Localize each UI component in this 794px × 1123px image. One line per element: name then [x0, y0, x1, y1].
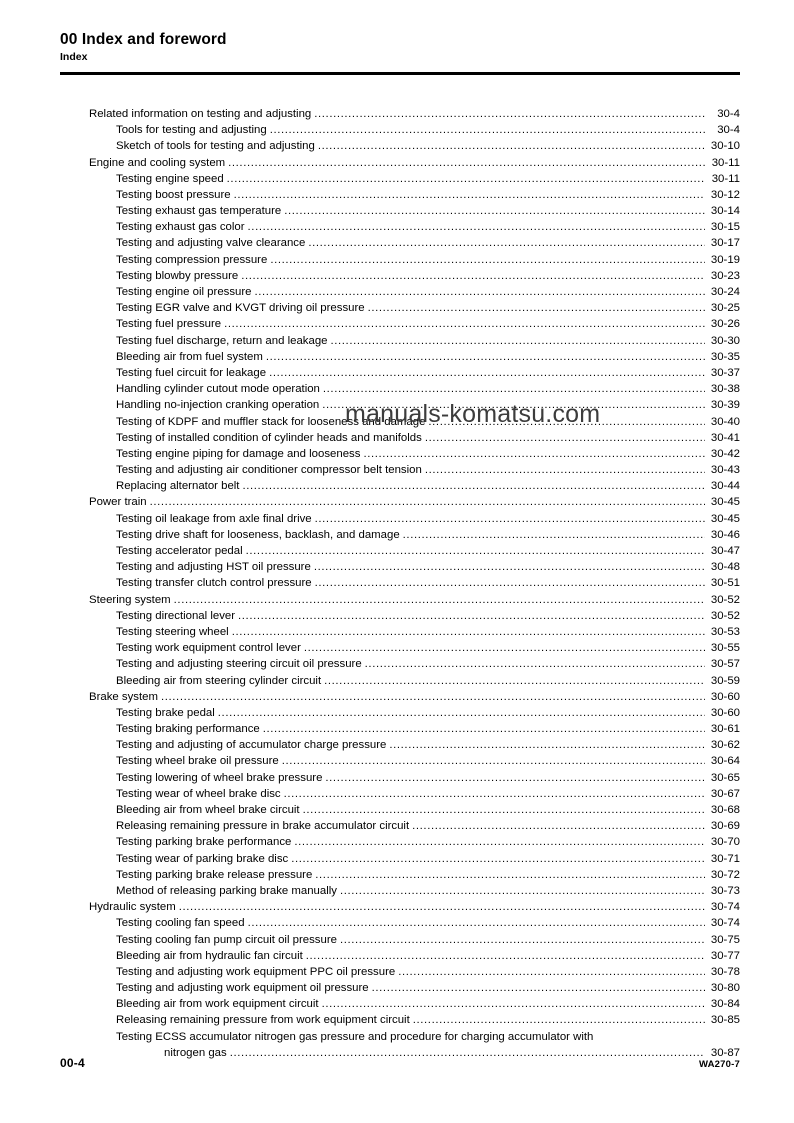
toc-entry-page: 30-17 [710, 237, 740, 250]
toc-entry-page: 30-77 [710, 949, 740, 962]
toc-entry-label: Engine and cooling system [89, 156, 226, 169]
toc-entry[interactable] [60, 543, 740, 559]
toc-leader-dots [314, 559, 705, 575]
page-subtitle: Index [60, 51, 88, 63]
toc-entry[interactable] [60, 268, 740, 284]
toc-entry-label: Bleeding air from fuel system [116, 350, 263, 363]
toc-entry-label: Testing parking brake release pressure [116, 868, 313, 881]
toc-entry-label: nitrogen gas [164, 1046, 227, 1059]
toc-entry[interactable] [60, 155, 740, 171]
toc-entry-label: Hydraulic system [89, 901, 176, 914]
toc-entry-page: 30-15 [710, 221, 740, 234]
toc-entry[interactable] [60, 381, 740, 397]
toc-leader-dots [255, 284, 705, 300]
toc-entry[interactable] [60, 236, 740, 252]
toc-entry-label: Bleeding air from hydraulic fan circuit [116, 949, 303, 962]
toc-entry[interactable] [60, 414, 740, 430]
toc-entry-page: 30-26 [710, 318, 740, 331]
toc-entry-page: 30-43 [710, 464, 740, 477]
toc-entry[interactable] [60, 899, 740, 915]
toc-leader-dots [308, 236, 705, 252]
toc-leader-dots [291, 851, 705, 867]
toc-leader-dots [270, 252, 705, 268]
toc-entry[interactable] [60, 883, 740, 899]
toc-entry[interactable] [60, 171, 740, 187]
toc-entry-label: Tools for testing and adjusting [116, 124, 267, 137]
toc-entry[interactable] [60, 252, 740, 268]
toc-entry[interactable] [60, 187, 740, 203]
toc-entry-page: 30-70 [710, 836, 740, 849]
toc-leader-dots [234, 187, 705, 203]
toc-leader-dots [322, 996, 705, 1012]
toc-leader-dots [318, 138, 705, 154]
toc-entry[interactable] [60, 689, 740, 705]
toc-entry-label: Testing and adjusting air conditioner compressor belt tension [116, 464, 422, 477]
toc-entry-label: Testing blowby pressure [116, 269, 239, 282]
toc-entry-page: 30-84 [710, 998, 740, 1011]
toc-leader-dots [412, 818, 705, 834]
toc-entry-label: Power train [89, 496, 147, 509]
toc-entry-label: Releasing remaining pressure in brake accumulator circuit [116, 820, 410, 833]
toc-leader-dots [413, 1013, 705, 1029]
toc-entry[interactable] [60, 527, 740, 543]
toc-entry[interactable] [60, 1029, 740, 1045]
toc-entry-label: Testing brake pedal [116, 706, 215, 719]
toc-entry[interactable] [60, 818, 740, 834]
toc-entry[interactable] [60, 446, 740, 462]
toc-leader-dots [241, 268, 705, 284]
toc-entry-page: 30-80 [710, 982, 740, 995]
toc-entry-page: 30-74 [710, 901, 740, 914]
toc-entry-page: 30-14 [710, 205, 740, 218]
toc-entry[interactable] [60, 575, 740, 591]
toc-entry-page: 30-55 [710, 642, 740, 655]
toc-entry-page: 30-68 [710, 804, 740, 817]
toc-entry-label: Testing EGR valve and KVGT driving oil pressure [116, 302, 365, 315]
toc-leader-dots [314, 106, 705, 122]
toc-entry[interactable] [60, 770, 740, 786]
toc-entry[interactable] [60, 333, 740, 349]
toc-entry[interactable] [60, 106, 740, 122]
toc-entry[interactable] [60, 673, 740, 689]
toc-entry-page: 30-19 [710, 253, 740, 266]
header-divider [60, 72, 740, 75]
toc-entry-page: 30-44 [710, 480, 740, 493]
toc-entry[interactable] [60, 592, 740, 608]
toc-entry-label: Testing ECSS accumulator nitrogen gas pressure and procedure for charging accumulator with [116, 1030, 594, 1043]
toc-entry[interactable] [60, 754, 740, 770]
toc-entry-label: Testing of installed condition of cylinder heads and manifolds [116, 431, 422, 444]
toc-entry-page: 30-75 [710, 933, 740, 946]
toc-entry[interactable] [60, 316, 740, 332]
toc-entry-page: 30-11 [711, 156, 740, 169]
toc-leader-dots [306, 948, 705, 964]
toc-leader-dots [284, 203, 705, 219]
toc-entry-label: Testing transfer clutch control pressure [116, 577, 312, 590]
toc-entry-page: 30-87 [710, 1046, 740, 1059]
toc-entry-label: Sketch of tools for testing and adjusting [116, 140, 315, 153]
toc-entry-page: 30-12 [710, 188, 740, 201]
toc-leader-dots [179, 899, 705, 915]
toc-entry-label: Testing boost pressure [116, 188, 231, 201]
toc-entry[interactable] [60, 219, 740, 235]
toc-entry[interactable] [60, 284, 740, 300]
toc-leader-dots [596, 1029, 739, 1045]
toc-leader-dots [218, 705, 705, 721]
toc-entry-label: Testing engine speed [116, 172, 224, 185]
toc-entry[interactable] [60, 397, 740, 413]
toc-leader-dots [263, 721, 705, 737]
toc-entry-label: Testing and adjusting work equipment oil pressure [116, 982, 369, 995]
toc-leader-dots [246, 543, 705, 559]
toc-entry-label: Related information on testing and adjusting [89, 107, 312, 120]
toc-entry[interactable] [60, 996, 740, 1012]
toc-entry-label: Testing engine oil pressure [116, 286, 252, 299]
toc-entry[interactable] [60, 705, 740, 721]
toc-leader-dots [325, 770, 705, 786]
toc-entry[interactable] [60, 834, 740, 850]
toc-entry-label: Method of releasing parking brake manually [116, 884, 337, 897]
toc-leader-dots [303, 802, 705, 818]
toc-entry-page: 30-69 [710, 820, 740, 833]
toc-entry[interactable] [60, 478, 740, 494]
toc-entry-label: Releasing remaining pressure from work equipment circuit [116, 1014, 410, 1027]
toc-leader-dots [228, 155, 705, 171]
toc-entry[interactable] [60, 964, 740, 980]
toc-entry-label: Steering system [89, 593, 171, 606]
toc-entry-page: 30-73 [710, 884, 740, 897]
toc-entry[interactable] [60, 495, 740, 511]
toc-entry-label: Testing wear of parking brake disc [116, 852, 289, 865]
toc-leader-dots [269, 365, 705, 381]
toc-entry-page: 30-4 [717, 107, 740, 120]
toc-entry[interactable] [60, 365, 740, 381]
toc-leader-dots [174, 592, 705, 608]
toc-entry[interactable] [60, 656, 740, 672]
toc-entry-page: 30-59 [710, 674, 740, 687]
toc-entry-page: 30-62 [710, 739, 740, 752]
toc-entry-page: 30-60 [710, 706, 740, 719]
toc-entry-label: Testing cooling fan speed [116, 917, 245, 930]
toc-entry-page: 30-67 [710, 787, 740, 800]
toc-leader-dots [150, 495, 705, 511]
toc-entry-label: Handling cylinder cutout mode operation [116, 383, 320, 396]
toc-entry-label: Testing and adjusting of accumulator charge pressure [116, 739, 387, 752]
toc-entry-label: Testing cooling fan pump circuit oil pressure [116, 933, 337, 946]
toc-leader-dots [322, 397, 705, 413]
toc-entry-label: Testing fuel circuit for leakage [116, 366, 267, 379]
toc-entry[interactable] [60, 349, 740, 365]
toc-leader-dots [315, 867, 705, 883]
toc-entry-label: Testing fuel discharge, return and leakage [116, 334, 328, 347]
toc-leader-dots [227, 171, 705, 187]
toc-entry[interactable] [60, 851, 740, 867]
toc-leader-dots [403, 527, 705, 543]
toc-entry-label: Testing compression pressure [116, 253, 268, 266]
table-of-contents [60, 106, 740, 1061]
toc-leader-dots [372, 980, 705, 996]
toc-entry[interactable] [60, 1013, 740, 1029]
toc-entry-label: Testing and adjusting valve clearance [116, 237, 306, 250]
toc-entry-label: Testing steering wheel [116, 625, 229, 638]
toc-entry-page: 30-71 [710, 852, 740, 865]
toc-entry-page: 30-41 [710, 431, 740, 444]
toc-leader-dots [323, 381, 705, 397]
toc-entry-page: 30-45 [710, 496, 740, 509]
toc-leader-dots [331, 333, 706, 349]
toc-entry[interactable] [60, 721, 740, 737]
toc-entry-page: 30-24 [710, 286, 740, 299]
toc-entry[interactable] [60, 640, 740, 656]
toc-entry-page: 30-25 [710, 302, 740, 315]
toc-entry[interactable] [60, 932, 740, 948]
toc-leader-dots [232, 624, 705, 640]
toc-entry[interactable] [60, 122, 740, 138]
page-footer [60, 1056, 740, 1070]
toc-leader-dots [242, 478, 705, 494]
toc-entry-label: Testing drive shaft for looseness, backlash, and damage [116, 528, 400, 541]
toc-entry-label: Testing parking brake performance [116, 836, 292, 849]
toc-entry[interactable] [60, 462, 740, 478]
toc-entry-page: 30-37 [710, 366, 740, 379]
toc-entry-page: 30-42 [710, 447, 740, 460]
toc-entry[interactable] [60, 867, 740, 883]
toc-entry[interactable] [60, 511, 740, 527]
toc-entry-label: Handling no-injection cranking operation [116, 399, 320, 412]
toc-entry[interactable] [60, 786, 740, 802]
toc-entry[interactable] [60, 802, 740, 818]
toc-leader-dots [425, 462, 705, 478]
toc-entry-page: 30-57 [710, 658, 740, 671]
page-title: 00 Index and foreword [60, 31, 227, 48]
toc-entry-label: Testing exhaust gas temperature [116, 205, 282, 218]
toc-entry-page: 30-46 [710, 528, 740, 541]
toc-entry-label: Testing engine piping for damage and looseness [116, 447, 361, 460]
toc-entry-label: Testing and adjusting work equipment PPC oil pressure [116, 965, 396, 978]
toc-entry-label: Testing of KDPF and muffler stack for looseness and damage [116, 415, 426, 428]
toc-entry-page: 30-23 [710, 269, 740, 282]
toc-entry-label: Replacing alternator belt [116, 480, 240, 493]
toc-entry[interactable] [60, 138, 740, 154]
toc-leader-dots [294, 834, 705, 850]
toc-entry[interactable] [60, 737, 740, 753]
toc-entry-page: 30-11 [711, 172, 740, 185]
toc-entry-page: 30-10 [710, 140, 740, 153]
toc-entry-page: 30-38 [710, 383, 740, 396]
toc-leader-dots [161, 689, 705, 705]
toc-entry-page: 30-4 [717, 124, 740, 137]
toc-entry-page: 30-39 [710, 399, 740, 412]
toc-entry-page: 30-47 [710, 545, 740, 558]
toc-entry[interactable] [60, 948, 740, 964]
toc-leader-dots [389, 737, 705, 753]
toc-leader-dots [340, 932, 705, 948]
toc-leader-dots [425, 430, 705, 446]
toc-entry-page: 30-45 [710, 512, 740, 525]
toc-entry-label: Bleeding air from work equipment circuit [116, 998, 319, 1011]
toc-entry-page: 30-78 [710, 965, 740, 978]
toc-leader-dots [315, 575, 705, 591]
toc-leader-dots [304, 640, 705, 656]
toc-entry-page: 30-53 [710, 625, 740, 638]
toc-entry[interactable] [60, 624, 740, 640]
toc-leader-dots [248, 915, 705, 931]
toc-leader-dots [282, 754, 705, 770]
toc-leader-dots [266, 349, 705, 365]
toc-leader-dots [238, 608, 705, 624]
toc-leader-dots [324, 673, 705, 689]
toc-entry-page: 30-35 [710, 350, 740, 363]
toc-entry-page: 30-64 [710, 755, 740, 768]
toc-entry[interactable] [60, 430, 740, 446]
toc-entry-label: Bleeding air from wheel brake circuit [116, 804, 300, 817]
toc-entry[interactable] [60, 608, 740, 624]
toc-entry-label: Testing braking performance [116, 723, 260, 736]
toc-entry-page: 30-85 [710, 1014, 740, 1027]
toc-leader-dots [363, 446, 705, 462]
toc-entry-label: Testing and adjusting HST oil pressure [116, 561, 311, 574]
toc-leader-dots [340, 883, 705, 899]
toc-entry-label: Testing lowering of wheel brake pressure [116, 771, 323, 784]
toc-entry-page: 30-61 [710, 723, 740, 736]
toc-entry-page: 30-74 [710, 917, 740, 930]
toc-entry-label: Testing wear of wheel brake disc [116, 787, 281, 800]
toc-entry-label: Testing and adjusting steering circuit oil pressure [116, 658, 362, 671]
toc-entry-label: Testing exhaust gas color [116, 221, 245, 234]
toc-entry-label: Testing work equipment control lever [116, 642, 301, 655]
toc-entry-page: 30-51 [710, 577, 740, 590]
toc-entry-page: 30-52 [710, 593, 740, 606]
toc-entry[interactable] [60, 980, 740, 996]
toc-entry-label: Brake system [89, 690, 158, 703]
toc-leader-dots [368, 300, 705, 316]
toc-entry-page: 30-52 [710, 609, 740, 622]
toc-entry-label: Testing accelerator pedal [116, 545, 243, 558]
toc-entry[interactable] [60, 915, 740, 931]
footer-page-number: 00-4 [60, 1056, 85, 1070]
page-header [60, 30, 740, 64]
toc-entry[interactable] [60, 300, 740, 316]
toc-entry-page: 30-65 [710, 771, 740, 784]
toc-entry-page: 30-40 [710, 415, 740, 428]
toc-leader-dots [315, 511, 705, 527]
toc-leader-dots [428, 414, 705, 430]
toc-entry-label: Testing wheel brake oil pressure [116, 755, 279, 768]
toc-entry-page: 30-30 [710, 334, 740, 347]
toc-leader-dots [248, 219, 705, 235]
toc-entry-page: 30-48 [710, 561, 740, 574]
watermark: manuals-komatsu.com [345, 400, 601, 428]
toc-entry-label: Testing directional lever [116, 609, 236, 622]
toc-leader-dots [270, 122, 705, 138]
toc-entry-page: 30-72 [710, 868, 740, 881]
toc-entry[interactable] [60, 203, 740, 219]
toc-leader-dots [224, 316, 705, 332]
toc-leader-dots [365, 656, 705, 672]
toc-leader-dots [398, 964, 705, 980]
footer-model: WA270-7 [698, 1059, 740, 1070]
toc-entry-label: Testing oil leakage from axle final drive [116, 512, 312, 525]
toc-entry-label: Bleeding air from steering cylinder circuit [116, 674, 322, 687]
toc-entry-page: 30-60 [710, 690, 740, 703]
toc-entry-label: Testing fuel pressure [116, 318, 222, 331]
toc-entry[interactable] [60, 559, 740, 575]
toc-leader-dots [284, 786, 705, 802]
